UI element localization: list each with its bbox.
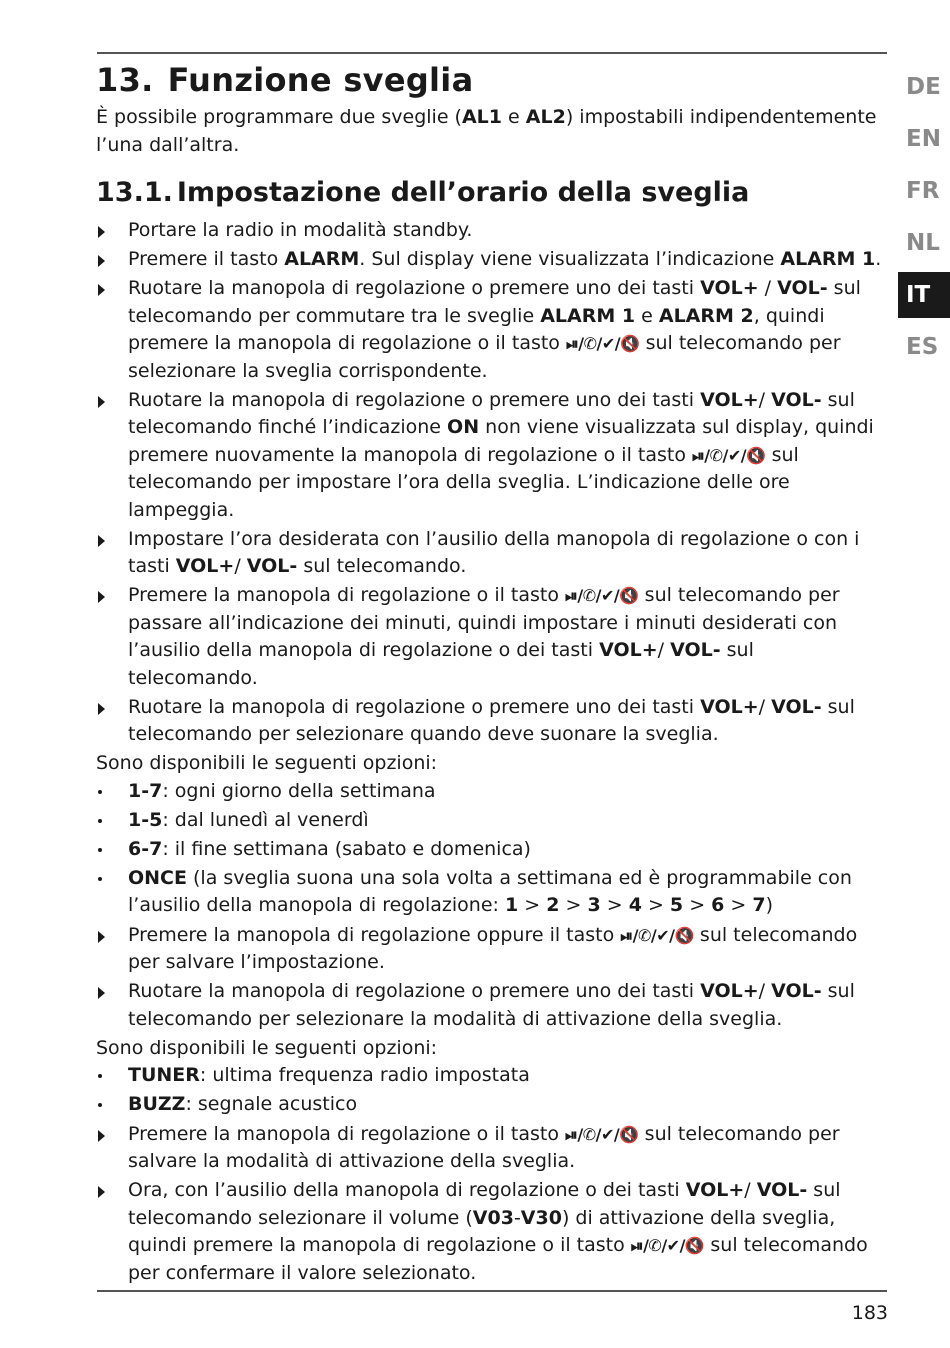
vol-minus-key: VOL- — [771, 980, 822, 1002]
step-text: sul telecomando. — [128, 639, 754, 689]
intro-text: È possibile programmare due sveglie ( — [96, 106, 462, 128]
arrow-bullet-icon — [98, 591, 105, 603]
vol-plus-key: VOL+ — [175, 555, 235, 577]
option-item — [96, 1091, 888, 1119]
arrow-bullet-icon — [98, 226, 105, 238]
option-code: 1-7 — [128, 779, 163, 802]
vol-minus-key: VOL- — [777, 277, 828, 299]
option-item — [96, 865, 888, 920]
step-text: / — [744, 1179, 757, 1201]
option-text: : dal lunedì al venerdì — [162, 808, 369, 831]
option-text: (la sveglia suona una sola volta a settimana ed è programmabile con l’ausilio della manopola di regolazione: — [128, 866, 852, 916]
step-text: / — [758, 695, 772, 718]
step-text: Premere la manopola di regolazione o il tasto — [128, 584, 566, 606]
play-pause-call-confirm-mute-icon: ⏯/✆/✔/🔇 — [565, 586, 639, 605]
vol-plus-key: VOL+ — [700, 388, 759, 411]
arrow-bullet-icon — [98, 284, 105, 296]
intro-al1: AL1 — [461, 106, 503, 128]
separator: > — [559, 894, 588, 916]
day-number: 7 — [752, 894, 766, 916]
vol-minus-key: VOL- — [670, 639, 721, 661]
step-text: sul telecomando selezionare il volume ( — [128, 1179, 841, 1229]
vol-minus-key: VOL- — [771, 388, 822, 411]
arrow-bullet-icon — [98, 931, 105, 943]
step-item — [96, 526, 888, 581]
subsection-title: Impostazione dell’orario della sveglia — [176, 177, 750, 208]
arrow-bullet-icon — [98, 987, 105, 999]
option-code: 6-7 — [128, 837, 163, 860]
on-indicator: ON — [447, 416, 480, 438]
section-number: 13. — [96, 61, 154, 99]
step-text: / — [657, 639, 671, 661]
step-text: sul telecomando per commutare tra le sveglie — [128, 277, 861, 327]
dot-bullet-icon — [98, 819, 102, 823]
step-item — [96, 978, 888, 1033]
source-options-list — [96, 1062, 888, 1119]
subsection-heading — [96, 173, 888, 213]
step-text: . Sul display viene visualizzata l’indicazione — [359, 248, 781, 270]
step-text: sul telecomando per confermare il valore selezionato. — [128, 1234, 868, 1284]
subsection-number: 13.1. — [96, 177, 173, 208]
section-title: Funzione sveglia — [167, 61, 474, 99]
intro-al2: AL2 — [525, 106, 566, 128]
option-item — [96, 836, 888, 864]
arrow-bullet-icon — [98, 396, 105, 408]
separator: > — [724, 894, 753, 916]
arrow-bullet-icon — [98, 703, 105, 715]
step-text: sul telecomando finché l’indicazione — [128, 388, 855, 438]
lang-tab-de[interactable]: DE — [906, 74, 941, 100]
vol-plus-key: VOL+ — [700, 277, 759, 299]
step-text: . — [875, 248, 882, 270]
lang-tab-fr[interactable]: FR — [906, 178, 940, 204]
vol-minus-key: VOL- — [771, 695, 822, 718]
volume-min: V03 — [472, 1206, 514, 1229]
step-item — [96, 217, 888, 245]
day-number: 3 — [587, 894, 601, 916]
step-text: Ruotare la manopola di regolazione o premere uno dei tasti — [128, 277, 701, 299]
step-text: Ora, con l’ausilio della manopola di regolazione o dei tasti — [128, 1179, 686, 1201]
step-text: non viene visualizzata sul display, quindi premere nuovamente la manopola di regolazione o il tasto — [128, 416, 874, 466]
play-pause-call-confirm-mute-icon: ⏯/✆/✔/🔇 — [620, 925, 694, 945]
play-pause-call-confirm-mute-icon: ⏯/✆/✔/🔇 — [565, 334, 640, 353]
arrow-bullet-icon — [98, 255, 105, 267]
vol-plus-key: VOL+ — [599, 639, 658, 661]
option-text: : ogni giorno della settimana — [162, 779, 436, 802]
step-text: sul telecomando per salvare la modalità di attivazione della sveglia. — [128, 1122, 840, 1172]
play-pause-call-confirm-mute-icon: ⏯/✆/✔/🔇 — [692, 445, 766, 465]
day-number: 1 — [504, 894, 519, 916]
step-text: - — [513, 1206, 521, 1229]
step-item — [96, 1121, 888, 1176]
intro-paragraph — [96, 104, 888, 159]
step-text: Portare la radio in modalità standby. — [128, 219, 473, 241]
step-item — [96, 387, 888, 525]
lang-tab-nl[interactable]: NL — [906, 230, 940, 256]
step-text: Premere il tasto — [128, 248, 285, 270]
option-code: BUZZ — [128, 1093, 186, 1115]
option-item — [96, 1062, 888, 1090]
vol-plus-key: VOL+ — [700, 695, 759, 718]
vol-plus-key: VOL+ — [685, 1179, 745, 1201]
intro-text: e — [502, 106, 526, 128]
day-number: 4 — [628, 894, 642, 916]
arrow-bullet-icon — [98, 1130, 105, 1142]
step-item — [96, 1177, 888, 1287]
steps-list — [96, 217, 888, 749]
step-text: ) di attivazione della sveglia, quindi premere la manopola di regolazione o il tasto — [128, 1206, 836, 1256]
separator: > — [600, 894, 629, 916]
vol-plus-key: VOL+ — [700, 980, 759, 1002]
step-text: Premere la manopola di regolazione oppure il tasto — [128, 923, 621, 946]
step-text: e — [635, 304, 659, 327]
step-text: Ruotare la manopola di regolazione o premere uno dei tasti — [128, 980, 701, 1002]
option-text: : segnale acustico — [185, 1093, 358, 1115]
dot-bullet-icon — [98, 848, 102, 852]
step-text: Ruotare la manopola di regolazione o premere uno dei tasti — [128, 388, 701, 411]
step-text: Impostare l’ora desiderata con l’ausilio della manopola di regolazione o con i tasti — [128, 527, 860, 577]
step-item — [96, 694, 888, 749]
step-text: sul telecomando per selezionare la modalità di attivazione della sveglia. — [128, 980, 855, 1030]
steps-list-2 — [96, 922, 888, 1034]
step-text: / — [234, 555, 247, 577]
dot-bullet-icon — [98, 790, 102, 794]
dot-bullet-icon — [98, 1103, 102, 1107]
play-pause-call-confirm-mute-icon: ⏯/✆/✔/🔇 — [630, 1236, 705, 1255]
option-code: 1-5 — [128, 808, 163, 831]
page-content — [96, 60, 888, 1289]
section-heading — [96, 60, 888, 100]
day-number: 6 — [711, 894, 725, 916]
options-label: Sono disponibili le seguenti opzioni: — [96, 752, 438, 774]
day-options-list — [96, 778, 888, 920]
separator: > — [518, 894, 547, 916]
separator: > — [641, 894, 670, 916]
separator: > — [683, 894, 712, 916]
dot-bullet-icon — [98, 877, 102, 881]
step-text: sul telecomando per salvare l’impostazione. — [128, 923, 858, 973]
day-number: 5 — [669, 894, 684, 916]
option-item — [96, 807, 888, 835]
step-item — [96, 246, 888, 274]
alarm-indicator: ALARM 1 — [780, 248, 876, 270]
lang-tab-it[interactable]: IT — [898, 272, 950, 318]
volume-max: V30 — [520, 1206, 562, 1229]
step-text: Premere la manopola di regolazione o il tasto — [128, 1122, 566, 1145]
step-item — [96, 922, 888, 977]
vol-minus-key: VOL- — [756, 1179, 808, 1201]
arrow-bullet-icon — [98, 1186, 105, 1198]
alarm-1-indicator: ALARM 1 — [540, 304, 636, 327]
arrow-bullet-icon — [98, 535, 105, 547]
steps-list-3 — [96, 1121, 888, 1288]
lang-tab-en[interactable]: EN — [906, 126, 941, 152]
option-item — [96, 778, 888, 806]
option-text: : il fine settimana (sabato e domenica) — [162, 837, 531, 860]
option-text: : ultima frequenza radio impostata — [199, 1064, 530, 1086]
step-text: , quindi premere la manopola di regolazione o il tasto — [128, 304, 825, 354]
dot-bullet-icon — [98, 1074, 102, 1078]
bottom-rule — [97, 1290, 887, 1292]
step-text: / — [758, 388, 772, 411]
step-item — [96, 582, 888, 692]
step-item — [96, 275, 888, 385]
step-text: sul telecomando. — [297, 555, 467, 577]
vol-minus-key: VOL- — [246, 555, 298, 577]
options-label: Sono disponibili le seguenti opzioni: — [96, 1036, 438, 1059]
step-text: / — [758, 980, 772, 1002]
step-text: sul telecomando per selezionare la sveglia corrispondente. — [128, 332, 841, 382]
play-pause-call-confirm-mute-icon: ⏯/✆/✔/🔇 — [565, 1124, 639, 1144]
step-text: sul telecomando per impostare l’ora della sveglia. L’indicazione delle ore lampeggia. — [128, 443, 799, 521]
alarm-2-indicator: ALARM 2 — [658, 304, 754, 327]
step-text: sul telecomando per selezionare quando deve suonare la sveglia. — [128, 695, 855, 745]
option-text: ) — [765, 894, 774, 916]
step-text: Ruotare la manopola di regolazione o premere uno dei tasti — [128, 695, 701, 718]
option-code: TUNER — [128, 1064, 200, 1086]
lang-tab-es[interactable]: ES — [906, 334, 939, 360]
option-code: ONCE — [128, 866, 187, 889]
step-text: sul telecomando per passare all’indicazione dei minuti, quindi impostare i minuti desiderati con l’ausilio della manopola di regolazione o dei tasti — [128, 584, 840, 661]
intro-text: ) impostabili indipendentemente l’una dall’altra. — [96, 106, 877, 156]
page-number: 183 — [851, 1302, 888, 1324]
step-text: / — [758, 277, 778, 299]
day-number: 2 — [546, 894, 560, 916]
alarm-key: ALARM — [284, 248, 360, 270]
top-rule — [97, 52, 887, 54]
